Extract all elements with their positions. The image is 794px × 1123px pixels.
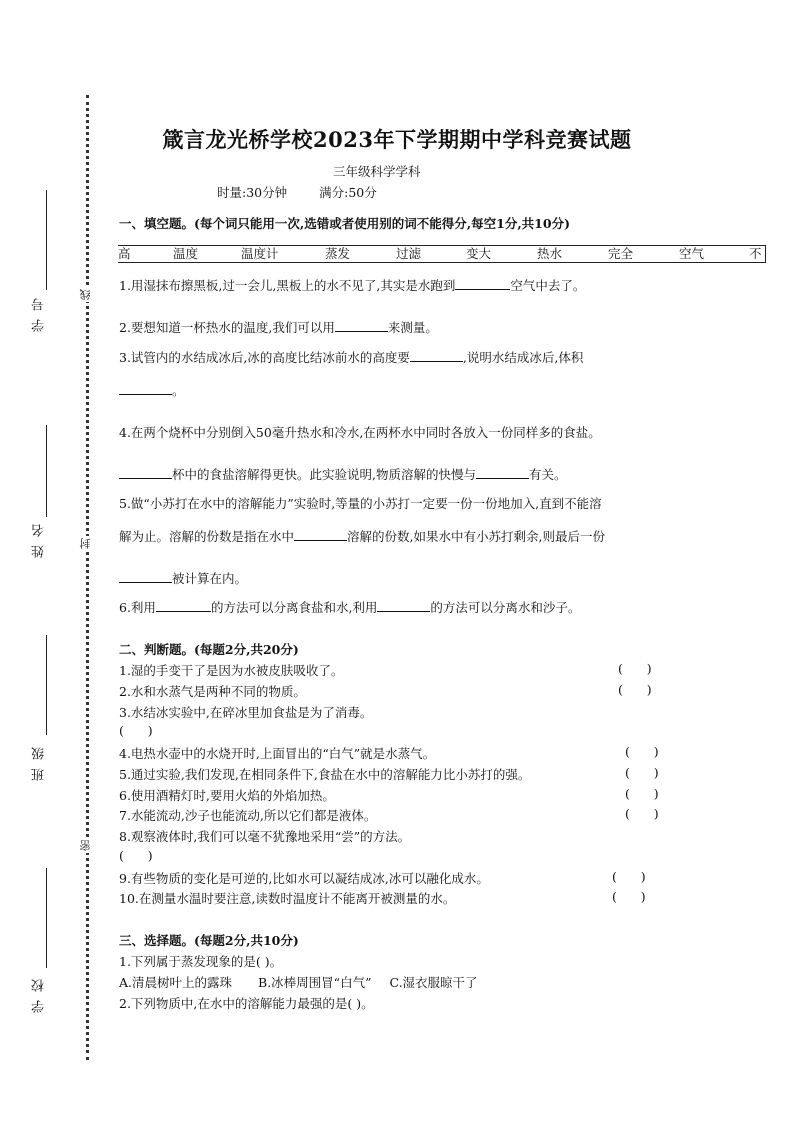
fill-question-4-cont <box>119 465 567 483</box>
question-text: 3.试管内的水结成冰后,冰的高度比结冰前水的高度要 <box>119 350 410 365</box>
question-text: 6.利用 <box>119 600 156 615</box>
word-bank-item: 空气 <box>679 246 705 261</box>
answer-blank[interactable] <box>119 466 172 479</box>
binding-dotted-line <box>86 95 89 1060</box>
fill-question-3-cont <box>119 381 185 399</box>
section2-heading: 二、判断题。(每题2分,共20分) <box>119 642 299 657</box>
option-c[interactable]: C.湿衣服晾干了 <box>389 975 478 990</box>
seal-line-char: 线 <box>79 289 92 300</box>
word-bank <box>118 245 766 263</box>
choice-question-1: 1.下列属于蒸发现象的是( )。 <box>119 954 283 969</box>
answer-parentheses[interactable]: ( ) <box>625 765 659 780</box>
word-bank-item: 热水 <box>537 246 563 261</box>
answer-blank[interactable] <box>476 466 529 479</box>
answer-blank[interactable] <box>294 528 347 541</box>
judge-question: 9.有些物质的变化是可逆的,比如水可以凝结成冰,冰可以融化成水。 <box>119 871 489 886</box>
option-b[interactable]: B.冰棒周围冒“白气” <box>258 975 372 990</box>
answer-blank[interactable] <box>335 319 388 332</box>
question-text: 有关。 <box>528 467 567 482</box>
school-label: 学 校 <box>32 977 47 1014</box>
seal-secret-char: 密 <box>79 840 92 851</box>
answer-blank[interactable] <box>119 382 172 395</box>
answer-parentheses[interactable]: ( ) <box>618 682 652 697</box>
fill-question-2 <box>119 318 438 336</box>
fill-question-5-cont2 <box>119 569 247 587</box>
word-bank-item: 变大 <box>466 246 492 261</box>
full-score: 满分:50分 <box>319 185 377 200</box>
word-bank-item: 过滤 <box>396 246 422 261</box>
fill-question-5 <box>119 494 602 512</box>
word-bank-item: 不 <box>749 246 762 261</box>
word-bank-item: 温度计 <box>241 246 279 261</box>
answer-blank[interactable] <box>119 570 172 583</box>
question-text: 。 <box>172 383 185 398</box>
student-id-field[interactable] <box>46 190 47 290</box>
page-title: 箴言龙光桥学校2023年下学期期中学科竞赛试题 <box>162 127 632 152</box>
judge-question: 2.水和水蒸气是两种不同的物质。 <box>119 684 306 699</box>
answer-blank[interactable] <box>377 599 430 612</box>
judge-question: 3.水结冰实验中,在碎冰里加食盐是为了消毒。 <box>119 705 373 720</box>
question-text: 解为止。溶解的份数是指在水中 <box>119 529 295 544</box>
question-text: 1.用湿抹布擦黑板,过一会儿,黑板上的水不见了,其实是水跑到 <box>119 278 456 293</box>
answer-parentheses[interactable]: ( ) <box>625 806 659 821</box>
page-subtitle: 三年级科学学科 <box>333 164 421 179</box>
question-text: 的方法可以分离食盐和水,利用 <box>210 600 378 615</box>
judge-question: 1.湿的手变干了是因为水被皮肤吸收了。 <box>119 663 344 678</box>
class-label: 班 级 <box>32 745 47 782</box>
fill-question-6 <box>119 598 580 616</box>
name-label: 姓 名 <box>32 522 47 559</box>
answer-parentheses[interactable]: ( ) <box>625 786 659 801</box>
question-text: 5.做“小苏打在水中的溶解能力”实验时,等量的小苏打一定要一份一份地加入,直到不能溶 <box>119 496 602 511</box>
question-text: 来测量。 <box>387 320 438 335</box>
question-text: 溶解的份数,如果水中有小苏打剩余,则最后一份 <box>347 529 605 544</box>
answer-blank[interactable] <box>410 349 463 362</box>
section3-heading: 三、选择题。(每题2分,共10分) <box>119 933 299 948</box>
answer-parentheses[interactable]: ( ) <box>625 744 659 759</box>
answer-parentheses[interactable]: ( ) <box>612 889 646 904</box>
question-text: 2.要想知道一杯热水的温度,我们可以用 <box>119 320 335 335</box>
section1-heading: 一、填空题。(每个词只能用一次,选错或者使用别的词不能得分,每空1分,共10分) <box>119 216 570 231</box>
question-text: 杯中的食盐溶解得更快。此实验说明,物质溶解的快慢与 <box>172 467 476 482</box>
question-text: 4.在两个烧杯中分别倒入50毫升热水和冷水,在两杯水中同时各放入一份同样多的食盐。 <box>119 425 601 440</box>
time-limit: 时量:30分钟 <box>217 185 288 200</box>
judge-question: 10.在测量水温时要注意,读数时温度计不能离开被测量的水。 <box>119 891 456 906</box>
choice-question-2: 2.下列物质中,在水中的溶解能力最强的是( )。 <box>119 996 374 1011</box>
answer-blank[interactable] <box>455 277 510 290</box>
judge-question: 7.水能流动,沙子也能流动,所以它们都是液体。 <box>119 808 377 823</box>
name-field[interactable] <box>46 425 47 517</box>
exam-info <box>217 183 409 201</box>
question-text: 被计算在内。 <box>172 571 248 586</box>
seal-seal-char: 封 <box>79 538 92 549</box>
option-a[interactable]: A.清晨树叶上的露珠 <box>119 975 233 990</box>
answer-parentheses[interactable]: ( ) <box>612 869 646 884</box>
judge-question: 5.通过实验,我们发现,在相同条件下,食盐在水中的溶解能力比小苏打的强。 <box>119 767 531 782</box>
fill-question-1 <box>119 276 585 294</box>
question-text: ,说明水结成冰后,体积 <box>462 350 584 365</box>
answer-parentheses[interactable]: ( ) <box>618 661 652 676</box>
fill-question-4 <box>119 423 601 441</box>
answer-blank[interactable] <box>156 599 211 612</box>
judge-question: 8.观察液体时,我们可以毫不犹豫地采用“尝”的方法。 <box>119 829 411 844</box>
school-field[interactable] <box>46 868 47 968</box>
class-field[interactable] <box>46 635 47 735</box>
fill-question-3 <box>119 348 583 366</box>
judge-question: 6.使用酒精灯时,要用火焰的外焰加热。 <box>119 788 335 803</box>
student-id-label: 学 号 <box>32 296 47 333</box>
answer-parentheses[interactable]: ( ) <box>119 723 153 738</box>
choice-options <box>119 973 478 991</box>
word-bank-item: 蒸发 <box>325 246 351 261</box>
judge-question: 4.电热水壶中的水烧开时,上面冒出的“白气”就是水蒸气。 <box>119 746 436 761</box>
question-text: 的方法可以分离水和沙子。 <box>430 600 581 615</box>
word-bank-item: 高 <box>118 246 131 261</box>
word-bank-item: 完全 <box>608 246 634 261</box>
question-text: 空气中去了。 <box>510 278 586 293</box>
fill-question-5-cont <box>119 527 605 545</box>
word-bank-item: 温度 <box>173 246 199 261</box>
answer-parentheses[interactable]: ( ) <box>119 848 153 863</box>
